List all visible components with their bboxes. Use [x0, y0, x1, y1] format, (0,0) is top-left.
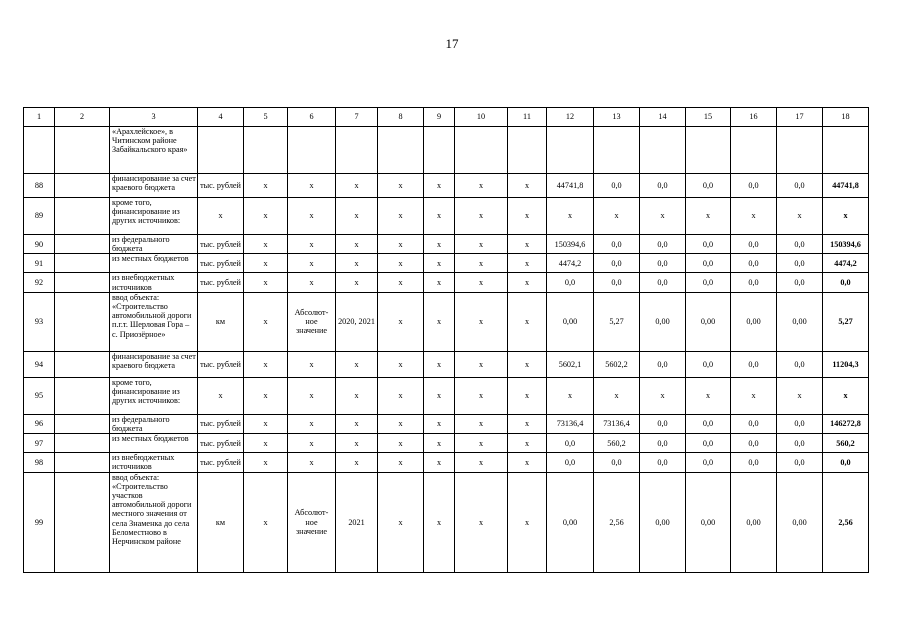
- table-cell: х: [424, 434, 455, 453]
- table-cell: [640, 127, 686, 174]
- total-cell: 0,0: [823, 273, 869, 292]
- total-cell: [823, 127, 869, 174]
- table-cell: 0,0: [640, 254, 686, 273]
- row-number: 99: [24, 472, 55, 572]
- table-cell: 73136,4: [594, 414, 640, 433]
- header-cell: 2: [55, 108, 110, 127]
- table-row: [24, 453, 869, 472]
- table-cell: 0,00: [640, 472, 686, 572]
- table-cell: х: [594, 198, 640, 235]
- table-cell: 0,0: [731, 235, 777, 254]
- table-cell: 0,0: [594, 273, 640, 292]
- table-cell: х: [336, 198, 378, 235]
- table-cell: х: [244, 453, 288, 472]
- table-cell: х: [336, 273, 378, 292]
- row-number: 96: [24, 414, 55, 433]
- table-cell: 150394,6: [547, 235, 594, 254]
- table-cell: тыс. рублей: [198, 273, 244, 292]
- table-cell: 5602,1: [547, 351, 594, 377]
- table-cell: 0,00: [686, 472, 731, 572]
- table-cell: [424, 127, 455, 174]
- table-cell: тыс. рублей: [198, 351, 244, 377]
- table-cell: 0,0: [731, 434, 777, 453]
- table-cell: [594, 127, 640, 174]
- total-cell: х: [823, 198, 869, 235]
- table-cell: 0,00: [777, 472, 823, 572]
- table-cell: тыс. рублей: [198, 235, 244, 254]
- table-cell: 0,0: [594, 453, 640, 472]
- table-cell: х: [244, 273, 288, 292]
- table-cell: [378, 127, 424, 174]
- table-cell: х: [244, 434, 288, 453]
- row-number: 89: [24, 198, 55, 235]
- indicator-name: финансирование за счет краевого бюджета: [110, 174, 198, 198]
- header-cell: 8: [378, 108, 424, 127]
- table-cell: [547, 127, 594, 174]
- table-cell: х: [378, 292, 424, 351]
- table-cell: х: [336, 434, 378, 453]
- table-cell: 0,0: [731, 351, 777, 377]
- program-table: [23, 107, 869, 573]
- header-cell: 3: [110, 108, 198, 127]
- table-cell: [198, 127, 244, 174]
- table-cell: х: [288, 453, 336, 472]
- table-cell: 0,0: [547, 453, 594, 472]
- table-cell: тыс. рублей: [198, 254, 244, 273]
- table-cell: х: [508, 198, 547, 235]
- table-cell: 0,00: [686, 292, 731, 351]
- table-cell: 0,0: [731, 453, 777, 472]
- table-cell: 0,00: [640, 292, 686, 351]
- table-cell: х: [288, 414, 336, 433]
- header-cell: 13: [594, 108, 640, 127]
- table-cell: х: [288, 254, 336, 273]
- header-cell: 15: [686, 108, 731, 127]
- indicator-name: из федерального бюджета: [110, 414, 198, 433]
- table-cell: 0,0: [594, 254, 640, 273]
- table-cell: 2021: [336, 472, 378, 572]
- header-cell: 9: [424, 108, 455, 127]
- table-cell: 0,0: [686, 174, 731, 198]
- table-cell: 0,0: [686, 254, 731, 273]
- table-cell: х: [378, 235, 424, 254]
- table-cell: 0,0: [640, 273, 686, 292]
- table-cell: х: [424, 472, 455, 572]
- table-cell: х: [777, 198, 823, 235]
- total-cell: 560,2: [823, 434, 869, 453]
- row-number: 91: [24, 254, 55, 273]
- row-number: 90: [24, 235, 55, 254]
- table-cell: 4474,2: [547, 254, 594, 273]
- total-cell: 11204,3: [823, 351, 869, 377]
- indicator-name: из федерального бюджета: [110, 235, 198, 254]
- table-cell: х: [455, 414, 508, 433]
- table-cell: х: [378, 377, 424, 414]
- table-cell: х: [508, 472, 547, 572]
- table-cell: х: [244, 292, 288, 351]
- table-cell: х: [508, 254, 547, 273]
- table-cell: х: [244, 174, 288, 198]
- table-cell: х: [455, 434, 508, 453]
- table-cell: х: [424, 174, 455, 198]
- table-cell: 0,0: [686, 434, 731, 453]
- table-cell: 2020, 2021: [336, 292, 378, 351]
- table-cell: 0,00: [547, 472, 594, 572]
- table-cell: 5,27: [594, 292, 640, 351]
- table-cell: х: [288, 198, 336, 235]
- row-number: 88: [24, 174, 55, 198]
- table-cell: х: [288, 235, 336, 254]
- table-cell: тыс. рублей: [198, 174, 244, 198]
- table-cell: х: [378, 174, 424, 198]
- table-cell: х: [198, 198, 244, 235]
- table-cell: х: [244, 414, 288, 433]
- total-cell: 2,56: [823, 472, 869, 572]
- table-cell: 0,00: [731, 292, 777, 351]
- indicator-name: кроме того, финансирование из других источников:: [110, 377, 198, 414]
- table-cell: х: [455, 472, 508, 572]
- table-cell: [55, 434, 110, 453]
- table-cell: [55, 453, 110, 472]
- table-cell: [55, 377, 110, 414]
- table-cell: 0,0: [777, 351, 823, 377]
- table-cell: х: [508, 351, 547, 377]
- table-cell: х: [244, 198, 288, 235]
- table-cell: [55, 198, 110, 235]
- table-cell: 44741,8: [547, 174, 594, 198]
- table-cell: х: [336, 414, 378, 433]
- total-cell: 150394,6: [823, 235, 869, 254]
- table-cell: [55, 254, 110, 273]
- table-cell: х: [244, 377, 288, 414]
- table-cell: х: [288, 351, 336, 377]
- header-cell: 10: [455, 108, 508, 127]
- header-cell: 17: [777, 108, 823, 127]
- table-cell: 0,0: [777, 174, 823, 198]
- total-cell: 44741,8: [823, 174, 869, 198]
- table-cell: х: [244, 235, 288, 254]
- table-cell: 0,0: [640, 235, 686, 254]
- table-cell: 0,0: [686, 273, 731, 292]
- table-row: [24, 273, 869, 292]
- table-row: [24, 434, 869, 453]
- table-row: [24, 235, 869, 254]
- row-number: 92: [24, 273, 55, 292]
- row-number: 98: [24, 453, 55, 472]
- header-cell: 1: [24, 108, 55, 127]
- table-cell: [55, 127, 110, 174]
- total-cell: х: [823, 377, 869, 414]
- table-cell: 0,0: [731, 174, 777, 198]
- indicator-name: ввод объекта: «Строительство участков автомобильной дороги местного значения от села Знаменка до села Беломестново в Нерчинском районе: [110, 472, 198, 572]
- header-row: [24, 108, 869, 127]
- table-cell: [288, 127, 336, 174]
- table-cell: х: [508, 273, 547, 292]
- table-cell: [55, 235, 110, 254]
- header-cell: 6: [288, 108, 336, 127]
- table-row: [24, 174, 869, 198]
- table-cell: х: [288, 377, 336, 414]
- table-cell: х: [455, 351, 508, 377]
- table-cell: х: [508, 434, 547, 453]
- row-number: [24, 127, 55, 174]
- table-cell: 5602,2: [594, 351, 640, 377]
- table-cell: 0,0: [777, 434, 823, 453]
- table-cell: км: [198, 472, 244, 572]
- table-cell: х: [508, 235, 547, 254]
- indicator-name: из местных бюджетов: [110, 254, 198, 273]
- table-row: [24, 127, 869, 174]
- header-cell: 7: [336, 108, 378, 127]
- table-cell: х: [424, 351, 455, 377]
- table-cell: 0,0: [640, 453, 686, 472]
- table-cell: 0,0: [640, 174, 686, 198]
- table-cell: 0,0: [777, 414, 823, 433]
- table-cell: х: [455, 254, 508, 273]
- table-cell: [455, 127, 508, 174]
- table-cell: [336, 127, 378, 174]
- table-cell: [55, 472, 110, 572]
- table-cell: х: [288, 273, 336, 292]
- table-cell: х: [508, 377, 547, 414]
- indicator-name: из внебюджетных источников: [110, 453, 198, 472]
- table-cell: 0,00: [547, 292, 594, 351]
- table-cell: [777, 127, 823, 174]
- table-cell: х: [336, 174, 378, 198]
- table-cell: х: [455, 235, 508, 254]
- table-cell: х: [455, 198, 508, 235]
- header-cell: 14: [640, 108, 686, 127]
- table-cell: х: [336, 453, 378, 472]
- table-cell: 560,2: [594, 434, 640, 453]
- table-row: [24, 351, 869, 377]
- table-cell: [55, 273, 110, 292]
- indicator-name: из местных бюджетов: [110, 434, 198, 453]
- table-cell: 0,0: [594, 235, 640, 254]
- indicator-name: финансирование за счет краевого бюджета: [110, 351, 198, 377]
- table-cell: х: [288, 174, 336, 198]
- table-cell: х: [336, 254, 378, 273]
- table-cell: х: [547, 377, 594, 414]
- table-cell: х: [198, 377, 244, 414]
- row-number: 95: [24, 377, 55, 414]
- table-cell: Абсолют-ное значение: [288, 292, 336, 351]
- table-cell: х: [731, 198, 777, 235]
- table-cell: 0,0: [640, 434, 686, 453]
- table-cell: 73136,4: [547, 414, 594, 433]
- table-cell: х: [424, 453, 455, 472]
- table-cell: х: [288, 434, 336, 453]
- total-cell: 0,0: [823, 453, 869, 472]
- table-cell: 0,0: [731, 273, 777, 292]
- table-cell: [55, 351, 110, 377]
- table-cell: 0,0: [777, 453, 823, 472]
- table-cell: х: [455, 377, 508, 414]
- header-cell: 5: [244, 108, 288, 127]
- table-cell: х: [686, 198, 731, 235]
- table-row: [24, 377, 869, 414]
- table-cell: х: [424, 235, 455, 254]
- indicator-name: кроме того, финансирование из других источников:: [110, 198, 198, 235]
- table-cell: х: [508, 453, 547, 472]
- table-cell: [731, 127, 777, 174]
- table-cell: х: [244, 254, 288, 273]
- table-cell: х: [378, 254, 424, 273]
- table-cell: 0,00: [777, 292, 823, 351]
- table-cell: х: [336, 235, 378, 254]
- table-cell: 0,0: [686, 235, 731, 254]
- table-cell: х: [378, 453, 424, 472]
- table-cell: х: [508, 414, 547, 433]
- indicator-name: ввод объекта: «Строительство автомобильной дороги п.г.т. Шерловая Гора – с. Приозёрное»: [110, 292, 198, 351]
- header-cell: 4: [198, 108, 244, 127]
- table-cell: х: [686, 377, 731, 414]
- header-cell: 12: [547, 108, 594, 127]
- table-cell: х: [244, 472, 288, 572]
- table-cell: х: [508, 174, 547, 198]
- table-cell: [55, 174, 110, 198]
- header-cell: 18: [823, 108, 869, 127]
- table-cell: х: [378, 273, 424, 292]
- table-cell: х: [378, 472, 424, 572]
- table-cell: х: [424, 254, 455, 273]
- table-cell: 0,0: [777, 235, 823, 254]
- table-cell: х: [547, 198, 594, 235]
- table-cell: х: [731, 377, 777, 414]
- table-cell: х: [777, 377, 823, 414]
- table-cell: 0,0: [594, 174, 640, 198]
- table-cell: 0,0: [686, 414, 731, 433]
- table-cell: х: [244, 351, 288, 377]
- table-cell: х: [455, 174, 508, 198]
- table-cell: 0,00: [731, 472, 777, 572]
- row-number: 97: [24, 434, 55, 453]
- indicator-name: «Арахлейское», в Читинском районе Забайкальского края»: [110, 127, 198, 174]
- table-cell: [55, 292, 110, 351]
- table-cell: х: [640, 377, 686, 414]
- table-row: [24, 254, 869, 273]
- indicator-name: из внебюджетных источников: [110, 273, 198, 292]
- total-cell: 5,27: [823, 292, 869, 351]
- table-cell: [508, 127, 547, 174]
- table-cell: х: [378, 198, 424, 235]
- table-cell: х: [424, 273, 455, 292]
- table-cell: х: [594, 377, 640, 414]
- table-cell: 0,0: [686, 351, 731, 377]
- table-cell: х: [455, 292, 508, 351]
- table-cell: х: [336, 351, 378, 377]
- table-cell: х: [455, 273, 508, 292]
- table-row: [24, 292, 869, 351]
- table-cell: Абсолют-ное значение: [288, 472, 336, 572]
- table-cell: х: [508, 292, 547, 351]
- table-cell: 0,0: [547, 273, 594, 292]
- table-cell: тыс. рублей: [198, 414, 244, 433]
- table-cell: 0,0: [731, 254, 777, 273]
- table-cell: х: [378, 414, 424, 433]
- row-number: 94: [24, 351, 55, 377]
- table-cell: тыс. рублей: [198, 434, 244, 453]
- table-cell: х: [424, 377, 455, 414]
- table-cell: [55, 414, 110, 433]
- total-cell: 146272,8: [823, 414, 869, 433]
- table-cell: 0,0: [640, 351, 686, 377]
- table-cell: 0,0: [547, 434, 594, 453]
- table-row: [24, 472, 869, 572]
- header-cell: 16: [731, 108, 777, 127]
- table-cell: [244, 127, 288, 174]
- table-cell: км: [198, 292, 244, 351]
- table-cell: х: [424, 292, 455, 351]
- table-cell: х: [378, 351, 424, 377]
- table-cell: тыс. рублей: [198, 453, 244, 472]
- header-cell: 11: [508, 108, 547, 127]
- total-cell: 4474,2: [823, 254, 869, 273]
- table-cell: 0,0: [731, 414, 777, 433]
- table-cell: х: [424, 414, 455, 433]
- table-cell: 0,0: [640, 414, 686, 433]
- row-number: 93: [24, 292, 55, 351]
- table-cell: 0,0: [777, 254, 823, 273]
- table-cell: 2,56: [594, 472, 640, 572]
- table-row: [24, 198, 869, 235]
- table-cell: х: [640, 198, 686, 235]
- table-cell: 0,0: [777, 273, 823, 292]
- table-cell: х: [455, 453, 508, 472]
- page-number: 17: [445, 36, 459, 51]
- table-cell: 0,0: [686, 453, 731, 472]
- table-row: [24, 414, 869, 433]
- table-cell: [686, 127, 731, 174]
- table-cell: х: [336, 377, 378, 414]
- table-cell: х: [424, 198, 455, 235]
- table-cell: х: [378, 434, 424, 453]
